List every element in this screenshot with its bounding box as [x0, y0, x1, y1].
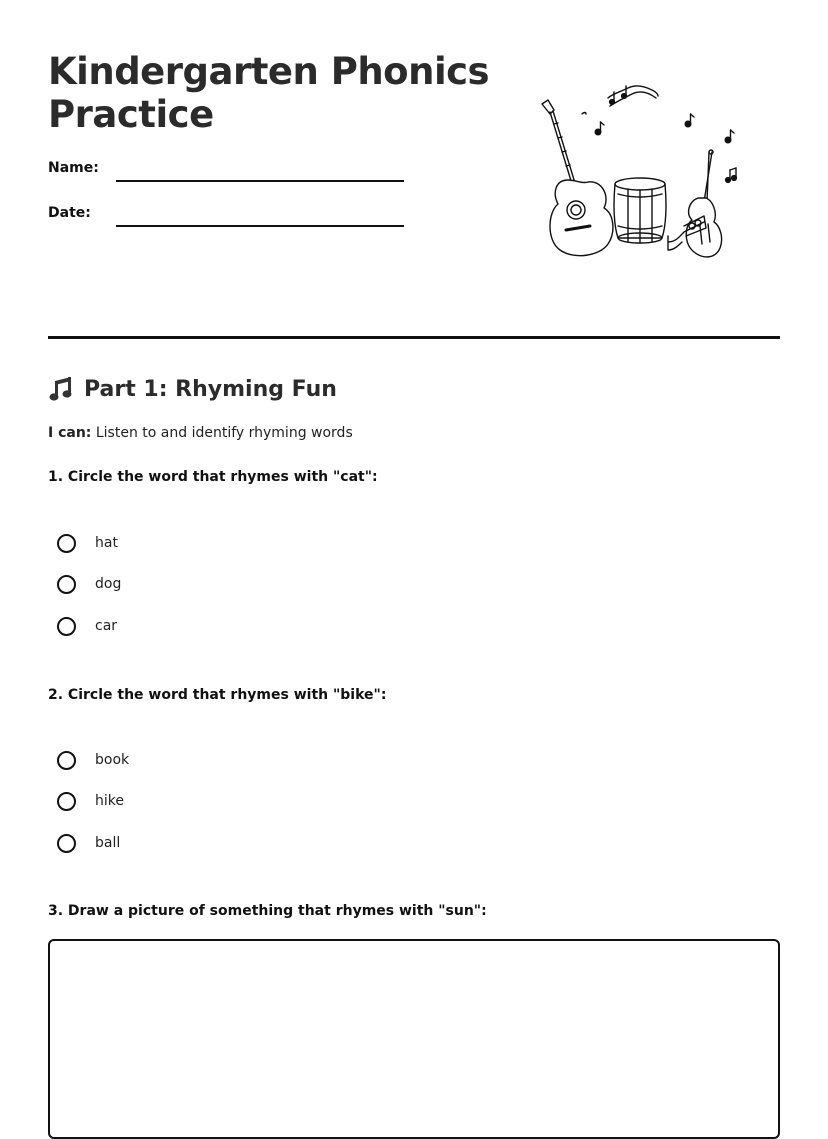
violin-icon: [686, 150, 721, 257]
section-divider: [48, 336, 780, 339]
worksheet-title: Kindergarten Phonics Practice: [48, 50, 490, 136]
name-field[interactable]: [116, 180, 404, 182]
question-2-option-book[interactable]: [57, 747, 129, 773]
drum-icon: [614, 178, 666, 243]
radio-circle[interactable]: [57, 792, 76, 811]
radio-circle[interactable]: [57, 751, 76, 770]
option-label: hat: [95, 535, 118, 551]
musical-instruments-illustration: [528, 76, 742, 268]
learning-goal-text: Listen to and identify rhyming words: [95, 425, 353, 441]
question-2-option-ball[interactable]: [57, 830, 120, 856]
date-field[interactable]: [116, 225, 404, 227]
option-label: dog: [95, 576, 122, 592]
name-label: Name:: [48, 160, 99, 176]
learning-goal-label: I can:: [48, 425, 92, 441]
option-label: hike: [95, 793, 124, 809]
question-1-option-dog[interactable]: [57, 571, 121, 597]
option-label: car: [95, 618, 118, 634]
question-3-prompt: 3. Draw a picture of something that rhymes with "sun":: [48, 903, 487, 919]
question-1-prompt: 1. Circle the word that rhymes with "cat":: [48, 469, 378, 485]
music-note-icon: [48, 375, 74, 403]
question-1-option-car[interactable]: [57, 613, 117, 639]
drawing-area[interactable]: [48, 939, 780, 1139]
option-label: ball: [95, 835, 121, 851]
date-label: Date:: [48, 205, 91, 221]
option-label: book: [95, 752, 130, 768]
question-2-prompt: 2. Circle the word that rhymes with "bike":: [48, 687, 387, 703]
radio-circle[interactable]: [57, 617, 76, 636]
part1-heading: [48, 373, 337, 405]
part1-heading-text: Part 1: Rhyming Fun: [84, 376, 337, 402]
question-2-option-hike[interactable]: [57, 788, 124, 814]
radio-circle[interactable]: [57, 534, 76, 553]
radio-circle[interactable]: [57, 575, 76, 594]
radio-circle[interactable]: [57, 834, 76, 853]
music-notes-icon: [582, 86, 736, 183]
question-1-option-hat[interactable]: [57, 530, 118, 556]
learning-goal: [48, 425, 353, 441]
